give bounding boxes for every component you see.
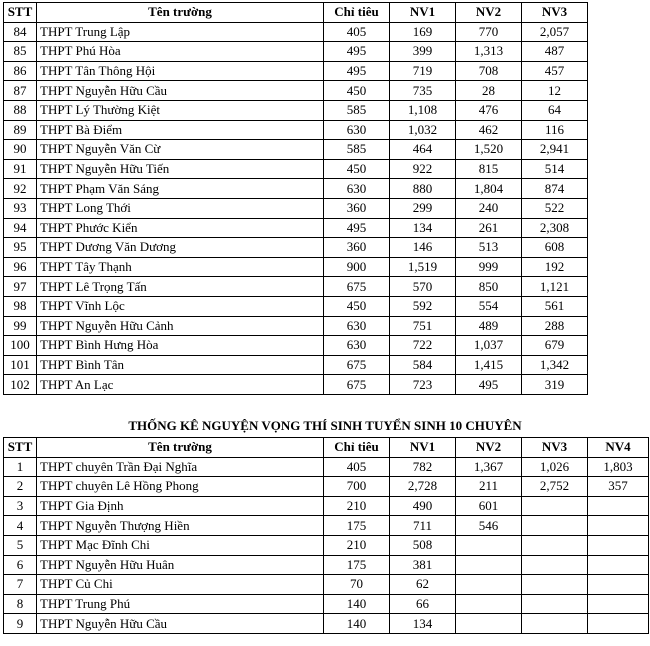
cell-quota: 70 — [324, 575, 390, 595]
cell-nv2: 1,415 — [456, 355, 522, 375]
table-row — [4, 179, 588, 199]
cell-school: THPT chuyên Trần Đại Nghĩa — [37, 457, 324, 477]
table-row — [4, 42, 588, 62]
cell-school: THPT Nguyễn Hữu Cảnh — [37, 316, 324, 336]
table-row — [4, 375, 588, 395]
cell-nv1: 723 — [390, 375, 456, 395]
cell-school: THPT Củ Chi — [37, 575, 324, 595]
cell-stt: 5 — [4, 535, 37, 555]
table-row — [4, 277, 588, 297]
table-row — [4, 257, 588, 277]
cell-nv4 — [588, 575, 649, 595]
cell-stt: 8 — [4, 594, 37, 614]
table-row — [4, 198, 588, 218]
cell-school: THPT Tây Thạnh — [37, 257, 324, 277]
cell-nv3: 1,121 — [522, 277, 588, 297]
cell-school: THPT Trung Lập — [37, 22, 324, 42]
cell-nv1: 735 — [390, 81, 456, 101]
cell-nv1: 146 — [390, 238, 456, 258]
cell-quota: 495 — [324, 218, 390, 238]
cell-stt: 93 — [4, 198, 37, 218]
table-row — [4, 238, 588, 258]
cell-quota: 175 — [324, 516, 390, 536]
cell-nv1: 1,519 — [390, 257, 456, 277]
cell-nv3 — [522, 575, 588, 595]
cell-quota: 495 — [324, 61, 390, 81]
admission-table-general — [3, 2, 588, 395]
table-row — [4, 100, 588, 120]
cell-nv3 — [522, 614, 588, 634]
table-header-row — [4, 438, 649, 458]
cell-nv1: 508 — [390, 535, 456, 555]
cell-nv3: 522 — [522, 198, 588, 218]
cell-school: THPT Bà Điểm — [37, 120, 324, 140]
cell-stt: 2 — [4, 477, 37, 497]
table-row — [4, 81, 588, 101]
cell-nv2: 240 — [456, 198, 522, 218]
cell-school: THPT An Lạc — [37, 375, 324, 395]
cell-nv3: 487 — [522, 42, 588, 62]
cell-nv1: 722 — [390, 336, 456, 356]
cell-quota: 630 — [324, 179, 390, 199]
cell-nv4 — [588, 555, 649, 575]
cell-nv2 — [456, 535, 522, 555]
cell-nv1: 134 — [390, 218, 456, 238]
cell-nv3: 457 — [522, 61, 588, 81]
cell-school: THPT Vĩnh Lộc — [37, 296, 324, 316]
cell-nv2: 1,313 — [456, 42, 522, 62]
cell-school: THPT Trung Phú — [37, 594, 324, 614]
cell-nv3 — [522, 555, 588, 575]
cell-stt: 85 — [4, 42, 37, 62]
cell-quota: 405 — [324, 22, 390, 42]
cell-nv4 — [588, 516, 649, 536]
cell-stt: 90 — [4, 140, 37, 160]
cell-nv4 — [588, 535, 649, 555]
cell-stt: 99 — [4, 316, 37, 336]
cell-nv4: 357 — [588, 477, 649, 497]
cell-nv3: 288 — [522, 316, 588, 336]
table-row — [4, 316, 588, 336]
cell-stt: 92 — [4, 179, 37, 199]
cell-nv3: 2,941 — [522, 140, 588, 160]
cell-nv1: 719 — [390, 61, 456, 81]
cell-nv1: 584 — [390, 355, 456, 375]
table-row — [4, 355, 588, 375]
cell-nv4 — [588, 614, 649, 634]
cell-nv1: 1,032 — [390, 120, 456, 140]
cell-stt: 87 — [4, 81, 37, 101]
cell-nv2 — [456, 614, 522, 634]
table-row — [4, 296, 588, 316]
cell-school: THPT Phú Hòa — [37, 42, 324, 62]
cell-quota: 630 — [324, 336, 390, 356]
cell-nv3: 2,057 — [522, 22, 588, 42]
cell-stt: 91 — [4, 159, 37, 179]
table-row — [4, 336, 588, 356]
cell-nv3: 12 — [522, 81, 588, 101]
cell-nv1: 922 — [390, 159, 456, 179]
cell-nv3: 2,308 — [522, 218, 588, 238]
admission-table-specialized — [3, 437, 649, 634]
table-row — [4, 496, 649, 516]
cell-nv3 — [522, 535, 588, 555]
table-row — [4, 159, 588, 179]
col-header-nv1: NV1 — [390, 438, 456, 458]
cell-nv2: 601 — [456, 496, 522, 516]
cell-nv1: 751 — [390, 316, 456, 336]
cell-school: THPT Bình Tân — [37, 355, 324, 375]
col-header-nv3: NV3 — [522, 438, 588, 458]
cell-stt: 84 — [4, 22, 37, 42]
col-header-nv3: NV3 — [522, 3, 588, 23]
table-row — [4, 555, 649, 575]
table-row — [4, 61, 588, 81]
cell-nv1: 66 — [390, 594, 456, 614]
cell-stt: 88 — [4, 100, 37, 120]
cell-nv2: 815 — [456, 159, 522, 179]
cell-nv2: 850 — [456, 277, 522, 297]
cell-stt: 9 — [4, 614, 37, 634]
cell-nv1: 169 — [390, 22, 456, 42]
cell-nv1: 490 — [390, 496, 456, 516]
cell-nv3 — [522, 594, 588, 614]
cell-nv2: 495 — [456, 375, 522, 395]
cell-nv4 — [588, 496, 649, 516]
cell-nv2: 1,037 — [456, 336, 522, 356]
cell-quota: 175 — [324, 555, 390, 575]
table-row — [4, 22, 588, 42]
table-row — [4, 120, 588, 140]
col-header-school: Tên trường — [37, 438, 324, 458]
cell-nv3: 64 — [522, 100, 588, 120]
cell-quota: 675 — [324, 375, 390, 395]
cell-nv2: 1,520 — [456, 140, 522, 160]
cell-nv2 — [456, 555, 522, 575]
cell-quota: 630 — [324, 120, 390, 140]
table-header-row — [4, 3, 588, 23]
cell-school: THPT Nguyễn Hữu Cầu — [37, 614, 324, 634]
cell-nv1: 782 — [390, 457, 456, 477]
table-row — [4, 218, 588, 238]
cell-school: THPT Lê Trọng Tấn — [37, 277, 324, 297]
cell-nv2: 1,804 — [456, 179, 522, 199]
cell-nv2: 28 — [456, 81, 522, 101]
cell-quota: 630 — [324, 316, 390, 336]
cell-stt: 89 — [4, 120, 37, 140]
cell-school: THPT Mạc Đĩnh Chi — [37, 535, 324, 555]
cell-nv3: 874 — [522, 179, 588, 199]
cell-nv3 — [522, 496, 588, 516]
cell-nv3: 608 — [522, 238, 588, 258]
cell-school: THPT Bình Hưng Hòa — [37, 336, 324, 356]
cell-school: THPT Lý Thường Kiệt — [37, 100, 324, 120]
cell-nv1: 570 — [390, 277, 456, 297]
cell-nv2: 708 — [456, 61, 522, 81]
cell-school: THPT Tân Thông Hội — [37, 61, 324, 81]
cell-nv3: 192 — [522, 257, 588, 277]
cell-nv1: 299 — [390, 198, 456, 218]
cell-nv2: 513 — [456, 238, 522, 258]
cell-nv3: 679 — [522, 336, 588, 356]
cell-stt: 6 — [4, 555, 37, 575]
cell-nv1: 2,728 — [390, 477, 456, 497]
table-row — [4, 457, 649, 477]
cell-stt: 98 — [4, 296, 37, 316]
cell-school: THPT Long Thới — [37, 198, 324, 218]
cell-nv2 — [456, 594, 522, 614]
cell-nv3: 116 — [522, 120, 588, 140]
cell-school: THPT Gia Định — [37, 496, 324, 516]
cell-nv3: 2,752 — [522, 477, 588, 497]
cell-stt: 96 — [4, 257, 37, 277]
cell-quota: 495 — [324, 42, 390, 62]
cell-nv3: 514 — [522, 159, 588, 179]
cell-quota: 450 — [324, 159, 390, 179]
cell-nv4 — [588, 594, 649, 614]
cell-nv1: 381 — [390, 555, 456, 575]
cell-quota: 700 — [324, 477, 390, 497]
cell-nv4: 1,803 — [588, 457, 649, 477]
cell-school: THPT Nguyễn Thượng Hiền — [37, 516, 324, 536]
cell-nv1: 592 — [390, 296, 456, 316]
specialized-table-title: THỐNG KÊ NGUYỆN VỌNG THÍ SINH TUYỂN SINH 10 CHUYÊN — [128, 418, 522, 433]
cell-nv2: 489 — [456, 316, 522, 336]
cell-stt: 86 — [4, 61, 37, 81]
cell-nv3: 1,026 — [522, 457, 588, 477]
cell-quota: 450 — [324, 296, 390, 316]
col-header-quota: Chỉ tiêu — [324, 438, 390, 458]
col-header-nv1: NV1 — [390, 3, 456, 23]
cell-stt: 3 — [4, 496, 37, 516]
col-header-stt: STT — [4, 3, 37, 23]
cell-stt: 7 — [4, 575, 37, 595]
cell-quota: 140 — [324, 594, 390, 614]
cell-stt: 1 — [4, 457, 37, 477]
cell-nv2: 546 — [456, 516, 522, 536]
cell-nv1: 711 — [390, 516, 456, 536]
cell-quota: 360 — [324, 238, 390, 258]
table-row — [4, 614, 649, 634]
table-row — [4, 140, 588, 160]
cell-nv2: 1,367 — [456, 457, 522, 477]
cell-quota: 900 — [324, 257, 390, 277]
cell-nv2: 261 — [456, 218, 522, 238]
cell-quota: 675 — [324, 355, 390, 375]
cell-nv3 — [522, 516, 588, 536]
col-header-nv2: NV2 — [456, 438, 522, 458]
cell-school: THPT Phạm Văn Sáng — [37, 179, 324, 199]
cell-quota: 450 — [324, 81, 390, 101]
cell-school: THPT Nguyễn Hữu Tiến — [37, 159, 324, 179]
cell-school: THPT Nguyễn Hữu Huân — [37, 555, 324, 575]
col-header-school: Tên trường — [37, 3, 324, 23]
cell-stt: 100 — [4, 336, 37, 356]
cell-nv1: 464 — [390, 140, 456, 160]
cell-nv2: 999 — [456, 257, 522, 277]
cell-quota: 585 — [324, 100, 390, 120]
col-header-nv4: NV4 — [588, 438, 649, 458]
cell-school: THPT Phước Kiển — [37, 218, 324, 238]
cell-quota: 210 — [324, 535, 390, 555]
cell-nv1: 399 — [390, 42, 456, 62]
cell-nv2: 770 — [456, 22, 522, 42]
cell-quota: 675 — [324, 277, 390, 297]
cell-nv1: 880 — [390, 179, 456, 199]
cell-nv2: 211 — [456, 477, 522, 497]
cell-quota: 405 — [324, 457, 390, 477]
cell-nv2: 476 — [456, 100, 522, 120]
table-row — [4, 535, 649, 555]
cell-nv2: 554 — [456, 296, 522, 316]
cell-quota: 360 — [324, 198, 390, 218]
cell-stt: 101 — [4, 355, 37, 375]
table-row — [4, 594, 649, 614]
table-row — [4, 516, 649, 536]
cell-school: THPT chuyên Lê Hồng Phong — [37, 477, 324, 497]
cell-nv3: 319 — [522, 375, 588, 395]
cell-nv1: 134 — [390, 614, 456, 634]
cell-stt: 94 — [4, 218, 37, 238]
cell-nv1: 62 — [390, 575, 456, 595]
cell-stt: 4 — [4, 516, 37, 536]
cell-stt: 97 — [4, 277, 37, 297]
cell-nv3: 1,342 — [522, 355, 588, 375]
cell-quota: 140 — [324, 614, 390, 634]
col-header-nv2: NV2 — [456, 3, 522, 23]
cell-school: THPT Dương Văn Dương — [37, 238, 324, 258]
cell-school: THPT Nguyễn Hữu Cầu — [37, 81, 324, 101]
cell-quota: 210 — [324, 496, 390, 516]
cell-nv2 — [456, 575, 522, 595]
cell-nv1: 1,108 — [390, 100, 456, 120]
table-row — [4, 575, 649, 595]
cell-quota: 585 — [324, 140, 390, 160]
cell-nv3: 561 — [522, 296, 588, 316]
cell-school: THPT Nguyễn Văn Cừ — [37, 140, 324, 160]
cell-stt: 95 — [4, 238, 37, 258]
table-row — [4, 477, 649, 497]
cell-stt: 102 — [4, 375, 37, 395]
cell-nv2: 462 — [456, 120, 522, 140]
col-header-quota: Chỉ tiêu — [324, 3, 390, 23]
col-header-stt: STT — [4, 438, 37, 458]
